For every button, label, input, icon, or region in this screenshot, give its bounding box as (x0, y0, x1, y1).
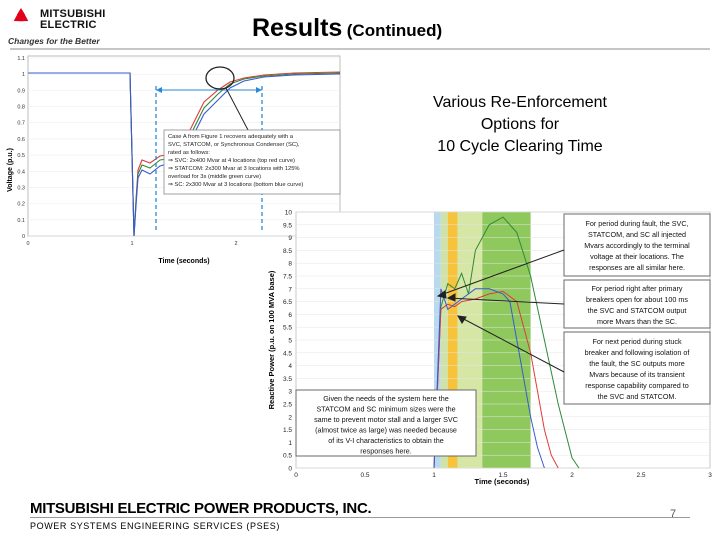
reactive-y-tick-label: 7 (288, 286, 292, 294)
reactive-x-tick-label: 1 (432, 472, 436, 479)
voltage-y-tick-label: 1 (21, 72, 25, 79)
voltage-y-tick-label: 0.2 (17, 201, 25, 208)
reactive-y-tick-label: 3.5 (282, 375, 292, 383)
voltage-x-tick-label: 2 (234, 241, 238, 247)
reactive-x-axis-label: Time (seconds) (474, 477, 530, 486)
mitsubishi-logo (6, 8, 116, 48)
voltage-y-tick-label: 0.4 (17, 169, 25, 176)
voltage-x-ticks (26, 241, 237, 247)
annotation-line: SVC, STATCOM, or Synchronous Condenser (SC), (168, 142, 300, 148)
voltage-x-tick-label: 0 (26, 241, 30, 247)
reactive-x-tick-label: 0 (294, 472, 298, 479)
footer-company-name: MITSUBISHI ELECTRIC POWER PRODUCTS, INC. (30, 500, 372, 517)
voltage-x-axis-label: Time (seconds) (158, 258, 210, 265)
reactive-y-tick-label: 9 (288, 235, 292, 243)
reactive-y-tick-label: 7.5 (282, 273, 292, 281)
voltage-y-tick-label: 0.9 (17, 88, 25, 95)
reactive-y-tick-label: 0 (288, 465, 292, 473)
voltage-y-tick-label: 0.8 (17, 104, 25, 111)
callout-line: Mvars because of its transient (589, 370, 685, 379)
reactive-y-tick-label: 5 (288, 337, 292, 345)
callout-line: (almost twice as large) was needed because (315, 425, 457, 435)
annotation-line: ⇒ SVC: 2x400 Mvar at 4 locations (top red curve) (168, 158, 295, 164)
reactive-y-tick-label: 1.5 (282, 427, 292, 435)
annotation-line: overload for 3s (middle green curve) (168, 174, 262, 180)
voltage-y-tick-label: 0.7 (17, 120, 25, 127)
callout-line: voltage at their locations. The (590, 252, 684, 261)
reactive-y-tick-label: 4 (288, 363, 292, 371)
reactive-x-tick-label: 0.5 (360, 472, 370, 479)
voltage-x-tick-label: 1 (130, 241, 134, 247)
callout-line: more Mvars than the SC. (597, 317, 677, 326)
callout-line: response capability compared to (585, 381, 689, 390)
reactive-x-tick-label: 3 (708, 472, 712, 479)
reactive-y-ticks (283, 210, 292, 473)
chart-caption (386, 92, 654, 158)
reactive-y-tick-label: 6.5 (282, 299, 292, 307)
reactive-x-tick-label: 1.5 (498, 472, 508, 479)
annotation-line: Case A from Figure 1 recovers adequately with a (168, 134, 294, 140)
voltage-y-tick-label: 0.5 (17, 153, 25, 160)
callout-line: responses here. (360, 446, 412, 456)
callout-line: the fault, the SC outputs more (589, 359, 685, 368)
reactive-y-tick-label: 1 (288, 439, 292, 447)
reactive-y-tick-label: 5.5 (282, 324, 292, 332)
reactive-y-axis-label: Reactive Power (p.u. on 100 MVA base) (267, 270, 276, 410)
annotation-line: ⇒ STATCOM: 2x300 Mvar at 3 locations with 125% (168, 166, 300, 172)
voltage-y-ticks (17, 56, 25, 240)
callout-line: breaker and following isolation of (584, 348, 690, 357)
caption-line-3: 10 Cycle Clearing Time (437, 138, 603, 155)
logo-tagline: Changes for the Better (8, 36, 100, 46)
callout-line: For period during fault, the SVC, (585, 219, 689, 228)
page-title (252, 14, 442, 43)
three-diamonds-icon (6, 8, 36, 34)
voltage-y-tick-label: 0.3 (17, 185, 25, 192)
reactive-y-tick-label: 8.5 (282, 247, 292, 255)
voltage-y-tick-label: 1.1 (17, 56, 25, 62)
reactive-y-tick-label: 9.5 (282, 222, 292, 230)
reactive-power-chart (262, 204, 718, 494)
reactive-y-tick-label: 0.5 (282, 452, 292, 460)
callout-line: the SVC and STATCOM. (597, 392, 677, 401)
callout-line: the SVC and STATCOM output (587, 306, 687, 315)
footer-divider (30, 517, 690, 518)
logo-text-line2: ELECTRIC (40, 19, 97, 31)
caption-line-1: Various Re-Enforcement (433, 94, 607, 111)
callout-line: STATCOM, and SC all injected (588, 230, 686, 239)
voltage-y-tick-label: 0.1 (17, 217, 25, 224)
callout-line: STATCOM and SC minimum sizes were the (316, 404, 456, 414)
title-suffix: (Continued) (346, 21, 443, 40)
caption-line-2: Options for (480, 116, 560, 133)
reactive-x-tick-label: 2.5 (636, 472, 646, 479)
page-number: 7 (670, 508, 677, 520)
voltage-y-axis-label: Voltage (p.u.) (7, 148, 14, 192)
annotation-line: rated as follows: (168, 150, 210, 156)
reactive-y-tick-label: 4.5 (282, 350, 292, 358)
reactive-y-tick-label: 6 (288, 311, 292, 319)
reactive-y-tick-label: 3 (288, 388, 292, 396)
logo-text-line1: MITSUBISHI (40, 8, 106, 20)
reactive-y-tick-label: 10 (284, 209, 292, 217)
callout-line: breakers open for about 100 ms (586, 295, 688, 304)
reactive-y-tick-label: 8 (288, 260, 292, 268)
callout-line: same to prevent motor stall and a larger SVC (314, 415, 458, 424)
title-main: Results (252, 14, 343, 42)
footer-department: POWER SYSTEMS ENGINEERING SERVICES (PSES) (30, 521, 280, 531)
callout-line: of its V-I characteristics to obtain the (328, 436, 444, 445)
callout-line: For period right after primary (591, 284, 683, 293)
reactive-y-tick-label: 2.5 (282, 401, 292, 409)
callout-line: responses are all similar here. (589, 263, 685, 272)
voltage-y-tick-label: 0 (21, 234, 25, 240)
annotation-line: ⇒ SC: 2x300 Mvar at 3 locations (bottom blue curve) (168, 182, 304, 188)
callout-line: For next period during stuck (592, 337, 682, 346)
callout-line: Given the needs of the system here the (323, 394, 449, 403)
callout-line: Mvars accordingly to the terminal (584, 241, 690, 250)
voltage-y-tick-label: 0.6 (17, 136, 25, 143)
reactive-x-tick-label: 2 (570, 472, 574, 479)
reactive-y-tick-label: 2 (288, 414, 292, 422)
